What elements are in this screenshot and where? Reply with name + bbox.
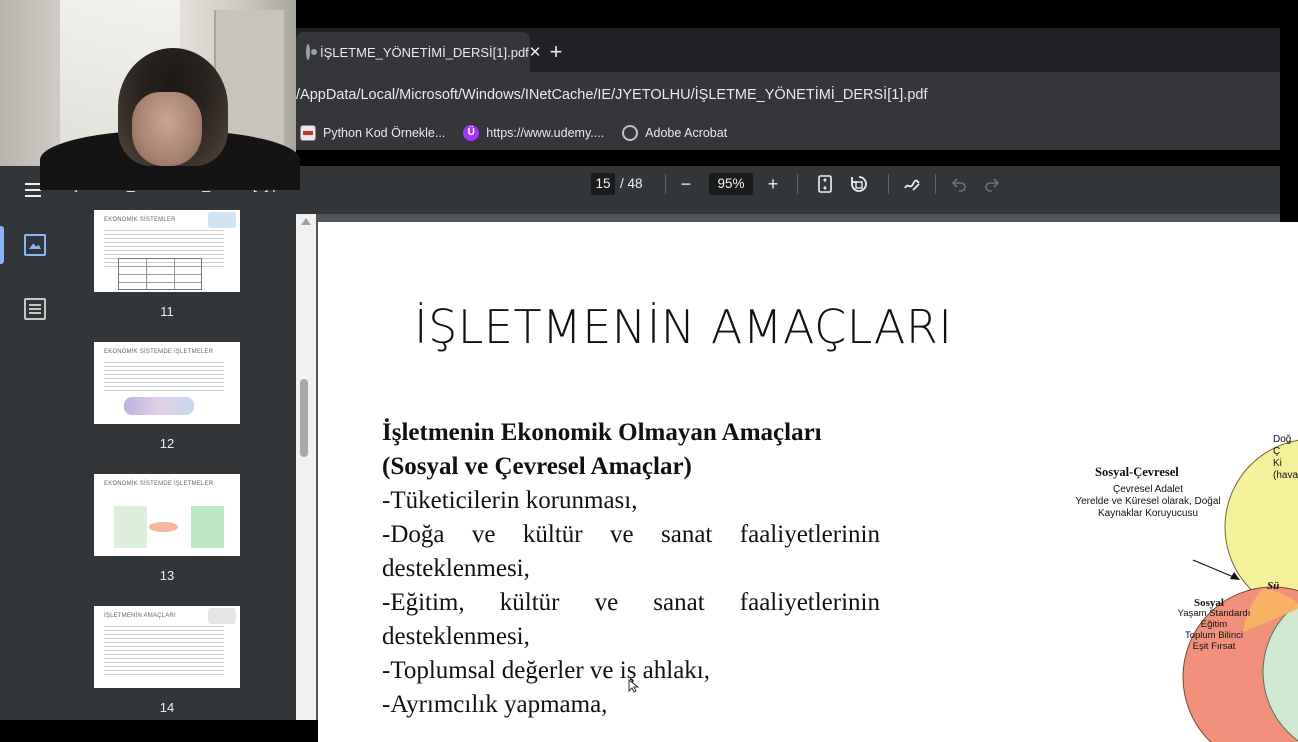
python-favicon-icon xyxy=(300,125,316,141)
thumbnail-illustration xyxy=(124,397,194,415)
bookmark-label: https://www.udemy.... xyxy=(486,126,605,140)
venn-sustainability-fragment: Sü xyxy=(1267,580,1280,592)
zoom-input[interactable]: 95% xyxy=(709,173,753,195)
document-viewport[interactable] xyxy=(316,214,1298,720)
venn-diagram xyxy=(1058,382,1298,722)
bookmark-label: Python Kod Örnekle... xyxy=(323,126,446,140)
bookmark-label: Adobe Acrobat xyxy=(645,126,728,140)
thumbnail-title: EKONOMİK SİSTEMDE İŞLETMELER xyxy=(104,349,214,355)
address-bar[interactable]: /AppData/Local/Microsoft/Windows/INetCache/IE/JYETOLHU/İŞLETME_YÖNETİMİ_DERSİ[1].pdf xyxy=(296,87,928,103)
thumbnails-icon[interactable] xyxy=(24,234,46,256)
thumbnail-number: 14 xyxy=(159,700,175,715)
venn-callout-body: Çevresel Adalet Yerelde ve Küresel olarak, Doğal Kaynaklar Koruyucusu xyxy=(1075,484,1221,519)
page-total: / 48 xyxy=(620,176,643,191)
slide-title: İŞLETMENİN AMAÇLARI xyxy=(414,300,953,354)
list-item: -Doğa ve kültür ve sanat faaliyetlerinin desteklenmesi, xyxy=(382,521,880,582)
thumbnail-title: EKONOMİK SİSTEMLER xyxy=(104,217,176,223)
scroll-up-arrow-icon[interactable] xyxy=(301,218,311,225)
toolbar-divider xyxy=(935,174,936,194)
udemy-favicon-icon: Ü xyxy=(463,125,479,141)
thumbnail-number: 12 xyxy=(159,436,175,451)
toolbar-divider xyxy=(797,174,798,194)
outline-icon[interactable] xyxy=(24,298,46,320)
toolbar-divider xyxy=(665,174,666,194)
globe-icon xyxy=(622,125,638,141)
page-number-input[interactable]: 15 xyxy=(591,173,615,195)
close-tab-icon[interactable]: ✕ xyxy=(528,44,542,61)
tab-title: İŞLETME_YÖNETİMİ_DERSİ[1].pdf xyxy=(320,44,529,60)
list-item: -Tüketicilerin korunması, xyxy=(382,487,638,514)
thumbnail-title: İŞLETMENİN AMAÇLARI xyxy=(104,613,176,619)
list-item: -Toplumsal değerler ve iş ahlakı, xyxy=(382,657,711,684)
list-item: -Ayrımcılık yapmama, xyxy=(382,691,608,718)
redo-icon[interactable] xyxy=(978,170,1006,198)
thumbnail-page-14[interactable] xyxy=(94,606,240,688)
bookmark-udemy[interactable] xyxy=(463,125,604,141)
thumbnail-decoration xyxy=(208,608,236,624)
thumbnail-number: 11 xyxy=(160,304,174,319)
fit-page-icon[interactable] xyxy=(811,170,839,198)
annotate-pen-icon[interactable] xyxy=(898,170,926,198)
webcam-overlay xyxy=(0,0,296,166)
thumbnail-text-lines xyxy=(104,362,224,392)
thumbnail-panel xyxy=(70,214,296,720)
browser-tab-active[interactable] xyxy=(296,32,542,72)
scrollbar-thumb[interactable] xyxy=(300,379,308,457)
toolbar-divider xyxy=(888,174,889,194)
thumbnail-diagram xyxy=(114,506,224,548)
thumbnail-scrollbar[interactable] xyxy=(296,214,316,720)
webcam-person-face xyxy=(132,92,202,166)
pdf-page xyxy=(318,222,1298,742)
mouse-cursor-icon xyxy=(628,679,638,693)
thumbnail-table xyxy=(118,258,202,290)
list-item: -Eğitim, kültür ve sanat faaliyetlerinin desteklenmesi, xyxy=(382,589,880,650)
venn-environment-fragment: Doğ Ç Ki (hava xyxy=(1273,434,1298,481)
thumbnail-text-lines xyxy=(104,626,224,676)
slide-heading-line1: İşletmenin Ekonomik Olmayan Amaçları xyxy=(382,419,822,446)
sidebar-nav xyxy=(0,214,70,720)
globe-icon xyxy=(306,44,310,60)
new-tab-button[interactable]: + xyxy=(549,39,563,64)
thumbnail-decoration xyxy=(208,212,236,228)
address-bar-row xyxy=(296,72,1280,116)
rotate-icon[interactable] xyxy=(845,170,873,198)
bookmark-adobe-acrobat[interactable] xyxy=(622,125,727,141)
thumbnail-page-12[interactable] xyxy=(94,342,240,424)
venn-social-title: Sosyal xyxy=(1194,597,1224,609)
slide-body xyxy=(382,416,880,722)
browser-tab-strip xyxy=(296,28,1280,72)
thumbnail-number: 13 xyxy=(159,568,175,583)
thumbnail-page-11[interactable] xyxy=(94,210,240,292)
zoom-out-button[interactable]: − xyxy=(680,174,692,194)
callout-arrow xyxy=(1193,560,1236,578)
venn-callout-title: Sosyal-Çevresel xyxy=(1095,465,1179,479)
thumbnail-title: EKONOMİK SİSTEMDE İŞLETMELER xyxy=(104,481,214,487)
zoom-in-button[interactable]: + xyxy=(767,174,779,194)
undo-icon[interactable] xyxy=(945,170,973,198)
bookmark-python[interactable] xyxy=(300,125,445,141)
thumbnail-page-13[interactable] xyxy=(94,474,240,556)
venn-social-body: Yaşam Standardı Eğitim Toplum Bilinci Eşit Fırsat xyxy=(1177,608,1251,652)
bookmarks-bar xyxy=(296,116,1280,150)
slide-heading-line2: (Sosyal ve Çevresel Amaçlar) xyxy=(382,453,692,480)
active-indicator xyxy=(0,226,4,264)
